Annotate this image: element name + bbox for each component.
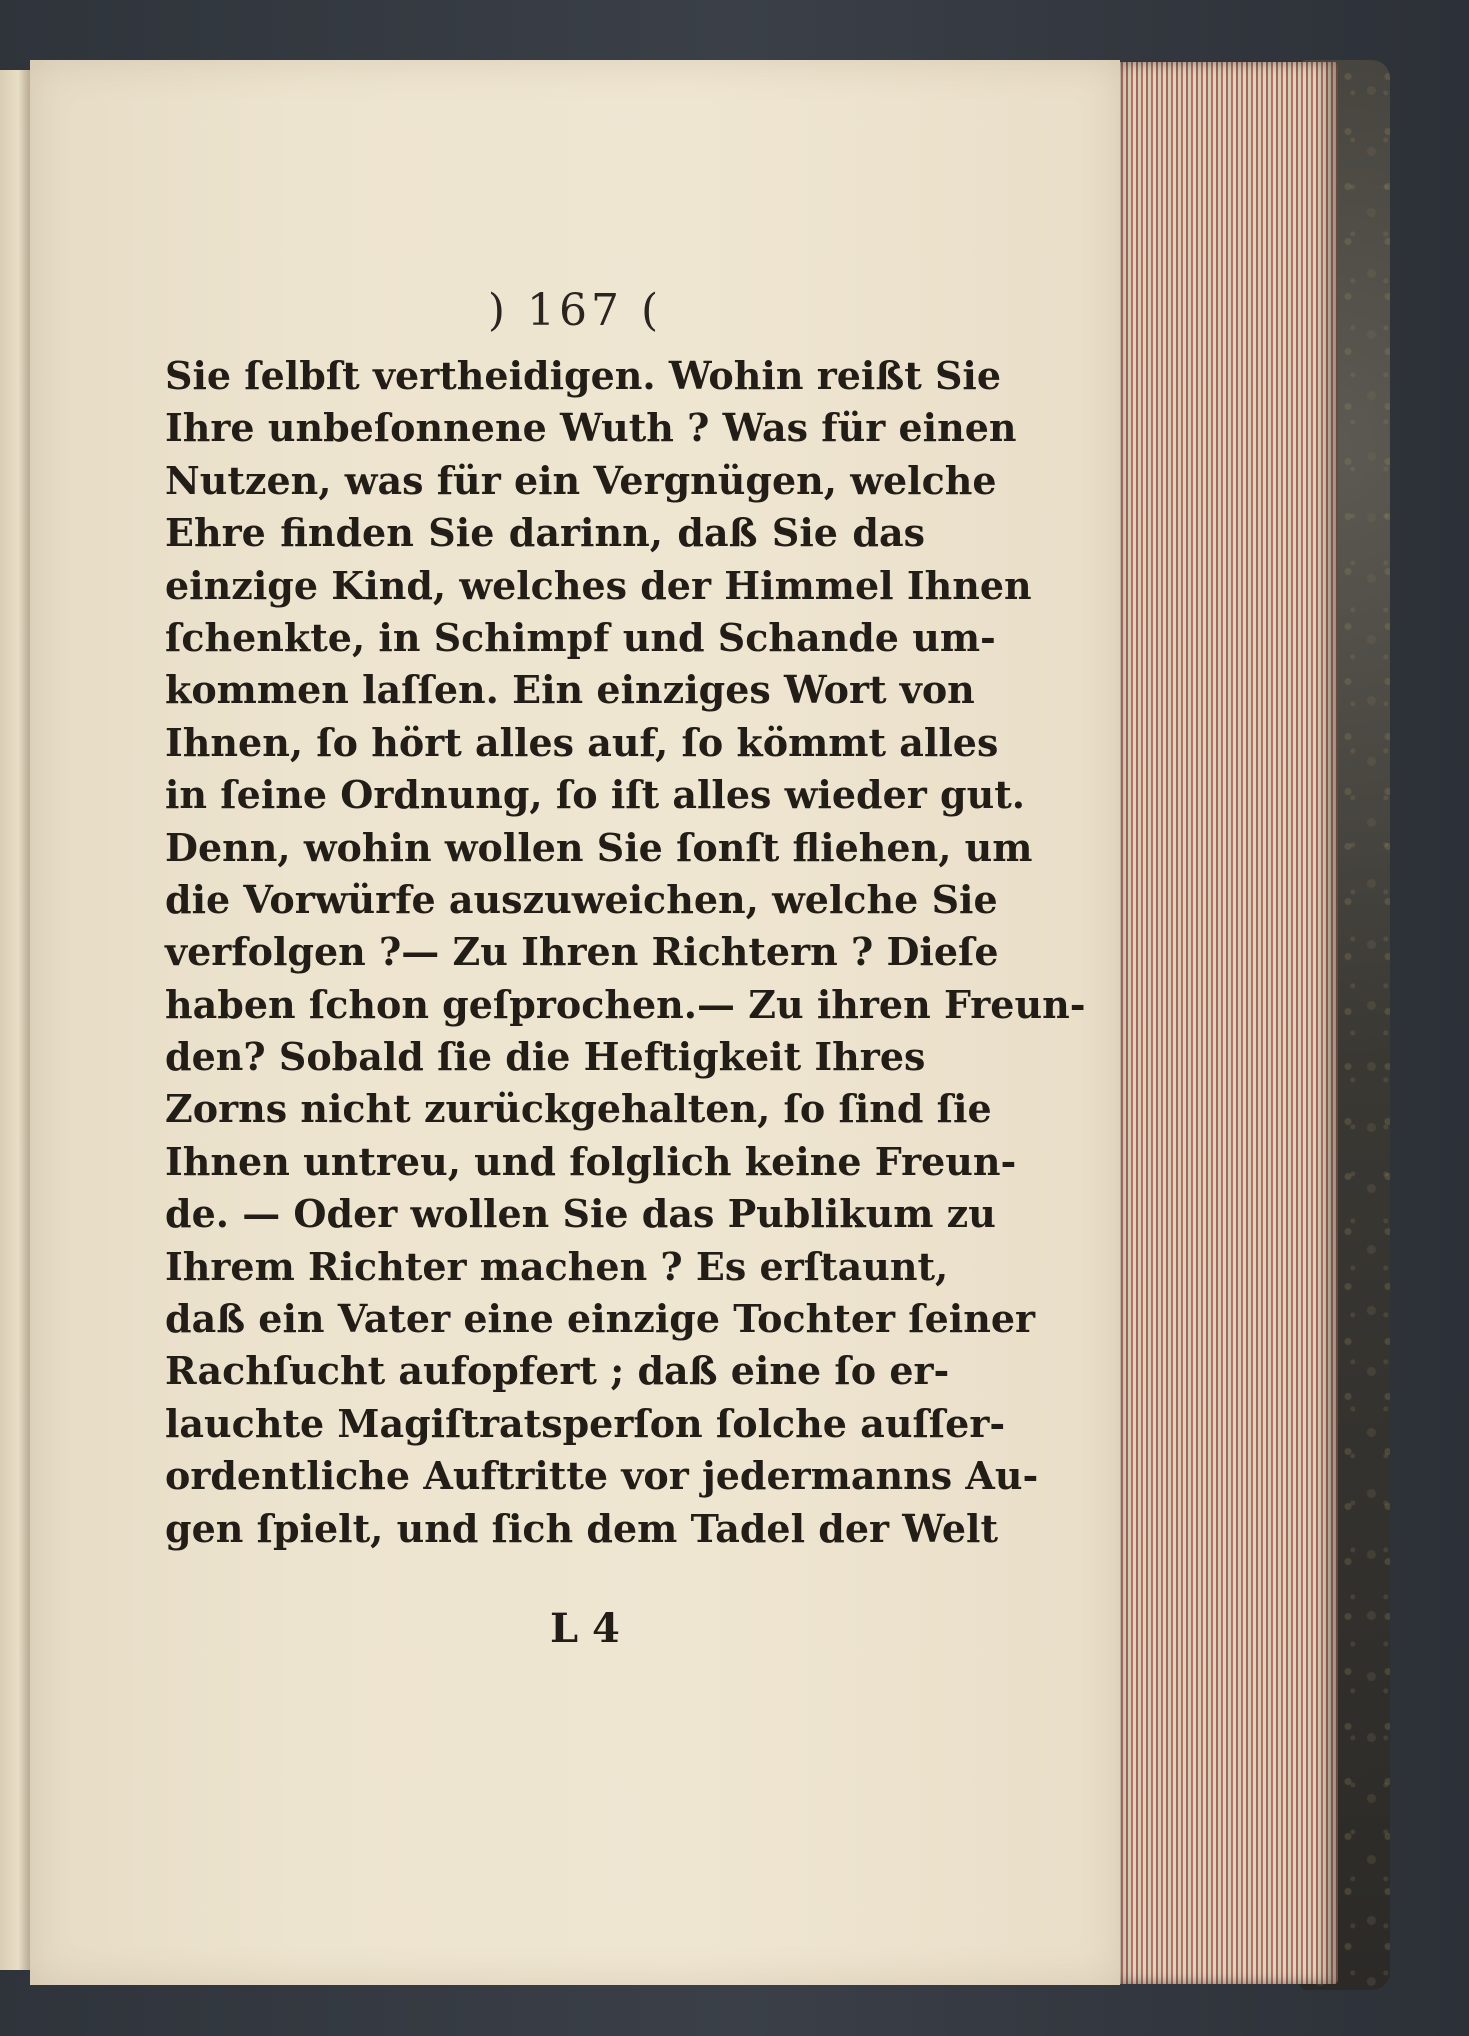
text-line: Rachſucht aufopfert ; daß eine ſo er-: [165, 1348, 950, 1394]
text-line: kommen laſſen. Ein einziges Wort von: [165, 667, 975, 713]
text-line: gen ſpielt, und ſich dem Tadel der Welt: [165, 1505, 999, 1551]
text-line: Ihrem Richter machen ? Es erſtaunt,: [165, 1243, 949, 1289]
text-line: verfolgen ?— Zu Ihren Richtern ? Dieſe: [165, 929, 999, 975]
text-line: ſchenkte, in Schimpf und Schande um-: [165, 614, 996, 660]
text-line: Ehre finden Sie darinn, daß Sie das: [165, 510, 925, 556]
text-line: einzige Kind, welches der Himmel Ihnen: [165, 562, 1032, 608]
signature-mark: L 4: [550, 1605, 620, 1652]
text-line: Ihre unbeſonnene Wuth ? Was für einen: [165, 405, 1017, 451]
text-line: lauchte Magiſtratsperſon ſolche auſſer-: [165, 1400, 1006, 1446]
page-edges: [1118, 62, 1338, 1984]
book-page: [30, 60, 1120, 1985]
text-line: ordentliche Auftritte vor jedermanns Au-: [165, 1453, 1039, 1499]
text-line: Nutzen, was für ein Vergnügen, welche: [165, 457, 997, 503]
text-line: Denn, wohin wollen Sie ſonſt fliehen, um: [165, 824, 1033, 870]
text-line: Ihnen, ſo hört alles auf, ſo kömmt alles: [165, 719, 999, 765]
text-line: den? Sobald ſie die Heftigkeit Ihres: [165, 1034, 926, 1080]
text-line: in ſeine Ordnung, ſo iſt alles wieder gut.: [165, 772, 1025, 818]
text-line: Zorns nicht zurückgehalten, ſo ſind ſie: [165, 1086, 992, 1132]
page-number-header: ) 167 (: [487, 285, 663, 336]
text-line: de. — Oder wollen Sie das Publikum zu: [165, 1191, 996, 1237]
text-line: haben ſchon geſprochen.— Zu ihren Freun-: [165, 981, 1086, 1027]
text-line: daß ein Vater eine einzige Tochter ſeiner: [165, 1296, 1036, 1342]
text-line: die Vorwürfe auszuweichen, welche Sie: [165, 876, 998, 922]
text-line: Sie ſelbſt vertheidigen. Wohin reißt Sie: [165, 353, 1002, 398]
text-line: Ihnen untreu, und folglich keine Freun-: [165, 1138, 1017, 1184]
body-text: [165, 350, 1086, 1555]
facing-page-edge: [0, 70, 30, 1970]
